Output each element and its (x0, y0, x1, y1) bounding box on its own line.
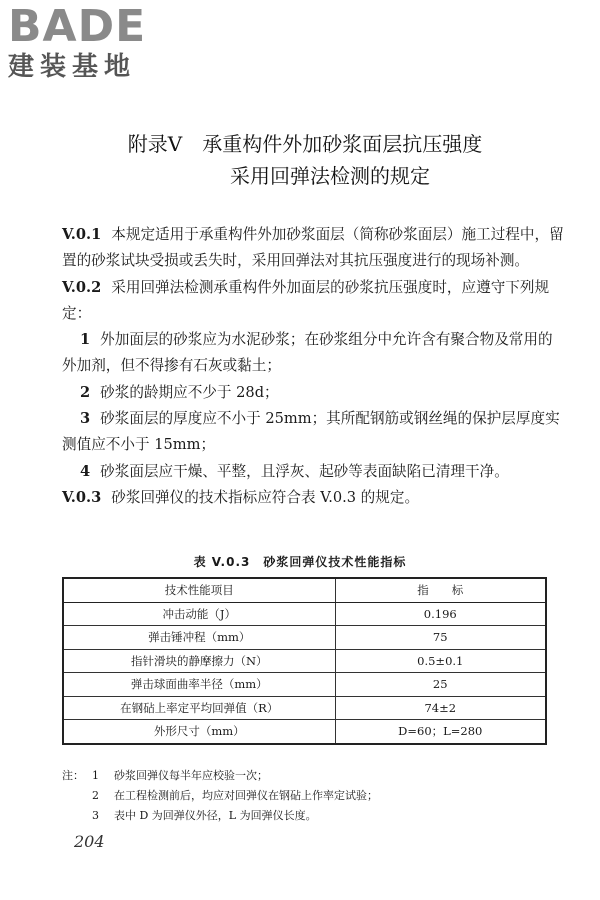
clause-text: 砂浆回弹仪的技术指标应符合表 V.0.3 的规定。 (111, 488, 420, 506)
table-cell-value: 74±2 (335, 696, 546, 720)
table-cell-item: 指针滑块的静摩擦力（N） (63, 649, 335, 673)
logo-tagline: 建装基地 (8, 52, 137, 82)
table-row (63, 673, 546, 697)
clause-text: 采用回弹法检测承重构件外加面层的砂浆抗压强度时，应遵守下列规定： (62, 278, 550, 322)
table-row (63, 626, 546, 650)
note-item (62, 786, 562, 806)
clause-v02 (62, 275, 564, 328)
list-item (62, 327, 564, 380)
column-header-value: 指 标 (335, 578, 546, 602)
table-row (63, 649, 546, 673)
brand-logo (8, 1, 178, 88)
table-notes (62, 766, 562, 826)
page-number: 204 (74, 832, 105, 851)
table-cell-item: 弹击锤冲程（mm） (63, 626, 335, 650)
table-header-row (63, 578, 546, 602)
note-prefix: 注： (62, 769, 84, 782)
list-item (62, 459, 564, 485)
list-item (62, 380, 564, 406)
title-line-2: 采用回弹法检测的规定 (230, 164, 430, 188)
clause-text: 本规定适用于承重构件外加砂浆面层（简称砂浆面层）施工过程中，留置的砂浆试块受损或丢失时，采用回弹法对其抗压强度进行的现场补测。 (62, 226, 564, 270)
table-cell-value: D=60；L=280 (335, 720, 546, 744)
clause-v03 (62, 485, 564, 511)
list-item (62, 406, 564, 459)
note-text: 在工程检测前后，均应对回弹仪在钢砧上作率定试验； (114, 789, 378, 802)
clause-number: V.0.2 (62, 278, 102, 296)
note-text: 表中 D 为回弹仪外径，L 为回弹仪长度。 (114, 809, 317, 822)
table-cell-value: 75 (335, 626, 546, 650)
item-number: 1 (80, 331, 91, 349)
table-cell-value: 25 (335, 673, 546, 697)
table-row (63, 602, 546, 626)
table-cell-item: 弹击球面曲率半径（mm） (63, 673, 335, 697)
table-cell-value: 0.196 (335, 602, 546, 626)
note-number: 3 (92, 809, 99, 822)
item-text: 外加面层的砂浆应为水泥砂浆；在砂浆组分中允许含有聚合物及常用的外加剂，但不得掺有石灰或黏土； (62, 331, 553, 375)
item-text: 砂浆的龄期应不少于 28d； (100, 383, 279, 401)
item-number: 4 (80, 462, 91, 480)
table-row (63, 696, 546, 720)
item-text: 砂浆面层的厚度应不小于 25mm；其所配钢筋或钢丝绳的保护层厚度实测值应不小于 15mm； (62, 410, 560, 454)
table-cell-item: 在钢砧上率定平均回弹值（R） (63, 696, 335, 720)
clause-v01 (62, 222, 564, 275)
note-item (62, 766, 562, 786)
table-cell-item: 外形尺寸（mm） (63, 720, 335, 744)
appendix-title (0, 128, 600, 192)
title-line-1: 附录V 承重构件外加砂浆面层抗压强度 (127, 132, 483, 156)
note-item (62, 806, 562, 826)
table-cell-item: 冲击动能（J） (63, 602, 335, 626)
item-text: 砂浆面层应干燥、平整，且浮灰、起砂等表面缺陷已清理干净。 (100, 462, 509, 480)
note-number: 2 (92, 789, 99, 802)
document-body (62, 222, 564, 511)
clause-number: V.0.3 (62, 488, 102, 506)
spec-table (62, 577, 547, 745)
note-number: 1 (92, 769, 99, 782)
item-number: 3 (80, 410, 91, 428)
item-number: 2 (80, 383, 91, 401)
table-row (63, 720, 546, 744)
clause-number: V.0.1 (62, 226, 102, 243)
logo-brand-text: BADE (8, 1, 147, 52)
note-text: 砂浆回弹仪每半年应校验一次； (114, 769, 268, 782)
table-cell-value: 0.5±0.1 (335, 649, 546, 673)
table-caption: 表 V.0.3 砂浆回弹仪技术性能指标 (193, 555, 407, 569)
column-header-item: 技术性能项目 (63, 578, 335, 602)
